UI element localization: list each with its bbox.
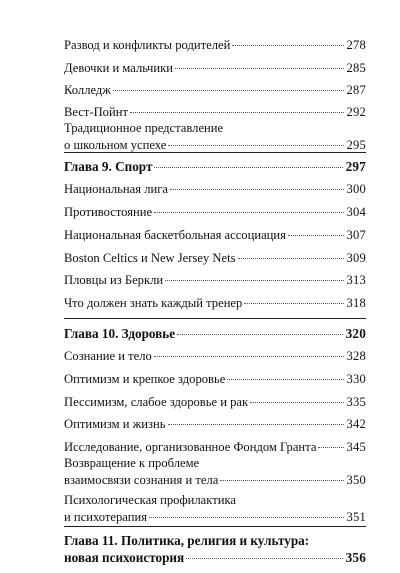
chapter-title: Глава 10. Здоровье xyxy=(64,326,176,341)
toc-entry xyxy=(64,439,366,456)
dot-leader xyxy=(220,480,343,481)
toc-entry-page: 351 xyxy=(346,510,366,524)
toc-entry xyxy=(64,82,366,99)
dot-leader xyxy=(154,167,342,168)
toc-entry-title: Национальная лига xyxy=(64,182,168,196)
dot-leader xyxy=(130,112,344,113)
toc-entry xyxy=(64,492,366,526)
toc-entry xyxy=(64,371,366,388)
chapter-heading xyxy=(64,325,366,342)
toc-entry-title: Оптимизм и крепкое здоровье xyxy=(64,372,226,386)
toc-entry-title: Пессимизм, слабое здоровье и рак xyxy=(64,395,249,409)
toc-entry-title-line1: Возвращение к проблеме xyxy=(64,456,200,470)
section-rule xyxy=(64,318,366,319)
toc-entry-title: Вест-Пойнт xyxy=(64,105,128,119)
toc-entry-title: Колледж xyxy=(64,83,112,97)
toc-entry-page: 342 xyxy=(346,417,366,431)
toc-entry xyxy=(64,120,366,154)
toc-entry xyxy=(64,204,366,221)
toc-entry-title-line2: и психотерапия xyxy=(64,510,147,524)
toc-entry-page: 330 xyxy=(346,372,366,386)
dot-leader xyxy=(154,212,343,213)
toc-entry-page: 309 xyxy=(346,251,366,265)
dot-leader xyxy=(227,379,343,380)
toc-entry-page: 313 xyxy=(346,273,366,287)
toc-entry-title: Развод и конфликты родителей xyxy=(64,38,231,52)
toc-entry-page: 295 xyxy=(346,138,366,152)
dot-leader xyxy=(175,68,344,69)
chapter-page: 297 xyxy=(345,159,366,174)
toc-entry-page: 328 xyxy=(346,349,366,363)
dot-leader xyxy=(168,145,343,146)
dot-leader xyxy=(165,280,343,281)
dot-leader xyxy=(168,424,344,425)
toc-entry-title: Boston Celtics и New Jersey Nets xyxy=(64,251,236,265)
toc-entry-title: Сознание и тело xyxy=(64,349,152,363)
toc-entry xyxy=(64,455,366,489)
toc-entry xyxy=(64,227,366,244)
toc-entry-title-line2: взаимосвязи сознания и тела xyxy=(64,473,219,487)
toc-entry-page: 292 xyxy=(346,105,366,119)
chapter-title-line1: Глава 11. Политика, религия и культура: xyxy=(64,533,310,548)
toc-entry xyxy=(64,250,366,267)
toc-entry xyxy=(64,416,366,433)
toc-entry xyxy=(64,348,366,365)
chapter-page: 356 xyxy=(345,550,366,565)
toc-entry-page: 318 xyxy=(346,296,366,310)
toc-entry-title-line1: Психологическая профилактика xyxy=(64,493,236,507)
toc-entry-title: Что должен знать каждый тренер xyxy=(64,296,243,310)
dot-leader xyxy=(232,45,343,46)
toc-entry-page: 350 xyxy=(346,473,366,487)
toc-entry-title-line1: Традиционное представление xyxy=(64,121,224,135)
dot-leader xyxy=(170,189,344,190)
dot-leader xyxy=(149,517,344,518)
toc-entry-page: 300 xyxy=(346,182,366,196)
dot-leader xyxy=(154,356,344,357)
toc-entry-title-line2: о школьном успехе xyxy=(64,138,167,152)
chapter-title: Глава 9. Спорт xyxy=(64,159,153,174)
toc-entry xyxy=(64,394,366,411)
section-rule xyxy=(64,152,366,153)
dot-leader xyxy=(244,303,343,304)
toc-entry-page: 287 xyxy=(346,83,366,97)
toc-entry xyxy=(64,181,366,198)
dot-leader xyxy=(186,558,342,559)
toc-entry xyxy=(64,295,366,312)
toc-entry-page: 304 xyxy=(346,205,366,219)
dot-leader xyxy=(113,90,343,91)
dot-leader xyxy=(177,334,342,335)
toc-entry-page: 278 xyxy=(346,38,366,52)
toc-entry xyxy=(64,272,366,289)
chapter-heading xyxy=(64,158,366,175)
toc-entry-title: Исследование, организованное Фондом Гранта xyxy=(64,440,317,454)
dot-leader xyxy=(318,447,343,448)
toc-entry xyxy=(64,104,366,121)
toc-entry xyxy=(64,37,366,54)
toc-entry-title: Противостояние xyxy=(64,205,153,219)
dot-leader xyxy=(288,235,344,236)
toc-entry-title: Национальная баскетбольная ассоциация xyxy=(64,228,286,242)
toc-entry-page: 307 xyxy=(346,228,366,242)
toc-entry xyxy=(64,60,366,77)
toc-entry-page: 335 xyxy=(346,395,366,409)
toc-entry-title: Девочки и мальчики xyxy=(64,61,173,75)
section-rule xyxy=(64,526,366,527)
chapter-title-line2: новая психоистория xyxy=(64,550,185,565)
chapter-page: 320 xyxy=(345,326,366,341)
chapter-heading xyxy=(64,532,366,566)
toc-entry-title: Пловцы из Беркли xyxy=(64,273,164,287)
toc-entry-page: 345 xyxy=(346,440,366,454)
dot-leader xyxy=(250,402,343,403)
toc-entry-page: 285 xyxy=(346,61,366,75)
toc-entry-title: Оптимизм и жизнь xyxy=(64,417,166,431)
dot-leader xyxy=(238,258,344,259)
